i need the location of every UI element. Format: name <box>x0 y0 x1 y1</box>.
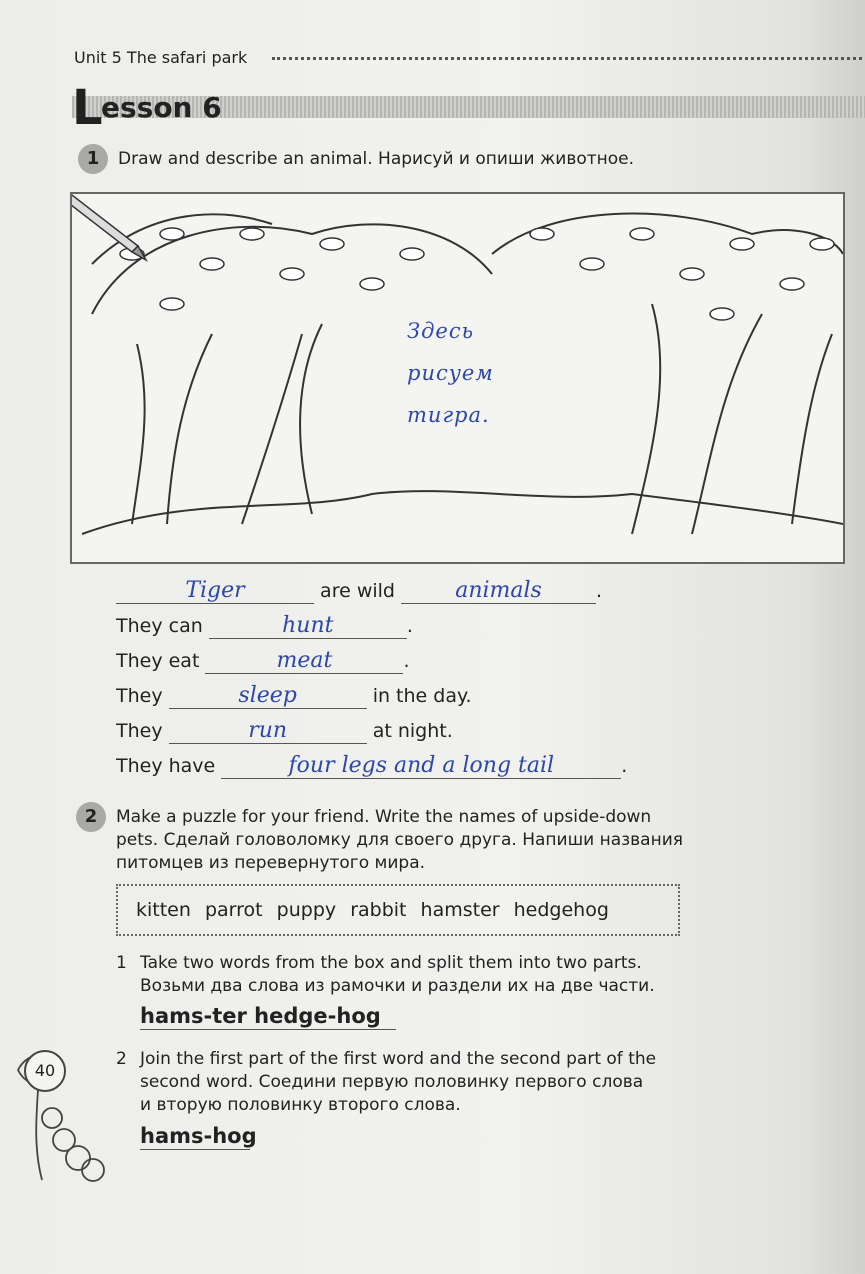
sentence-end: . <box>403 650 410 672</box>
answer-text: run <box>248 718 288 743</box>
task-2-badge: 2 <box>76 802 106 832</box>
lesson-initial: L <box>72 80 103 136</box>
note-line: тигра. <box>407 403 490 427</box>
word-item: rabbit <box>350 899 407 921</box>
task-1-instruction: Draw and describe an animal. Нарисуй и опиши животное. <box>118 149 635 169</box>
sentence-text: in the day. <box>372 685 472 707</box>
sentence-2 <box>116 613 413 639</box>
word-item: kitten <box>136 899 191 921</box>
sentence-5 <box>116 718 453 744</box>
step-2-number: 2 <box>116 1049 127 1069</box>
answer-blank[interactable] <box>209 613 407 639</box>
word-box <box>116 884 680 936</box>
answer-blank-2[interactable] <box>401 578 596 604</box>
instruction-line: Make a puzzle for your friend. Write the names of upside-down <box>116 807 652 827</box>
word-item: hedgehog <box>513 899 609 921</box>
page-number: 40 <box>24 1050 66 1092</box>
instruction-line: Take two words from the box and split them into two parts. <box>140 953 642 973</box>
answer-blank[interactable] <box>221 753 621 779</box>
step-2-answer[interactable]: hams-hog <box>140 1124 257 1148</box>
answer-text: hunt <box>282 613 334 638</box>
sentence-text: are wild <box>320 580 395 602</box>
sentence-4 <box>116 683 472 709</box>
sentence-text: They <box>116 720 163 742</box>
answer-blank-1[interactable] <box>116 578 314 604</box>
word-item: puppy <box>276 899 337 921</box>
sentence-1 <box>116 578 602 604</box>
drawing-note <box>407 310 494 436</box>
answer-text: sleep <box>238 683 297 708</box>
step-1-answer[interactable]: hams-ter hedge-hog <box>140 1004 396 1030</box>
sentence-end: . <box>621 755 628 777</box>
task-1-badge: 1 <box>78 144 108 174</box>
sentence-6 <box>116 753 627 779</box>
word-item: hamster <box>420 899 500 921</box>
task-2-instruction <box>116 806 796 875</box>
drawing-area[interactable] <box>70 192 845 564</box>
sentence-end: . <box>406 615 413 637</box>
note-line: рисуем <box>407 361 494 385</box>
answer-text: four legs and a long tail <box>288 753 555 778</box>
answer-text: animals <box>455 578 542 603</box>
lesson-title: esson 6 <box>101 91 222 124</box>
step-1-instruction <box>140 952 790 998</box>
instruction-line: питомцев из перевернутого мира. <box>116 853 426 873</box>
sentence-text: They can <box>116 615 203 637</box>
note-line: Здесь <box>407 319 475 343</box>
answer-text: Tiger <box>185 578 245 603</box>
unit-header: Unit 5 The safari park <box>74 48 248 67</box>
answer-blank[interactable] <box>169 683 367 709</box>
step-1-number: 1 <box>116 953 127 973</box>
sentence-3 <box>116 648 410 674</box>
instruction-line: и вторую половинку второго слова. <box>140 1095 461 1115</box>
sentence-text: They <box>116 685 163 707</box>
answer-text: meat <box>276 648 333 673</box>
step-2-instruction <box>140 1048 800 1117</box>
header-dotted-rule <box>272 57 862 60</box>
word-item: parrot <box>204 899 263 921</box>
instruction-line: Join the first part of the first word and the second part of the <box>140 1049 657 1069</box>
instruction-line: Возьми два слова из рамочки и раздели их на две части. <box>140 976 655 996</box>
answer-blank[interactable] <box>205 648 403 674</box>
answer-blank[interactable] <box>169 718 367 744</box>
sentence-text: They have <box>116 755 216 777</box>
instruction-line: second word. Соедини первую половинку первого слова <box>140 1072 644 1092</box>
sentence-end: . <box>596 580 603 602</box>
sentence-text: at night. <box>372 720 453 742</box>
instruction-line: pets. Сделай головоломку для своего друга. Напиши названия <box>116 830 683 850</box>
sentence-text: They eat <box>116 650 200 672</box>
